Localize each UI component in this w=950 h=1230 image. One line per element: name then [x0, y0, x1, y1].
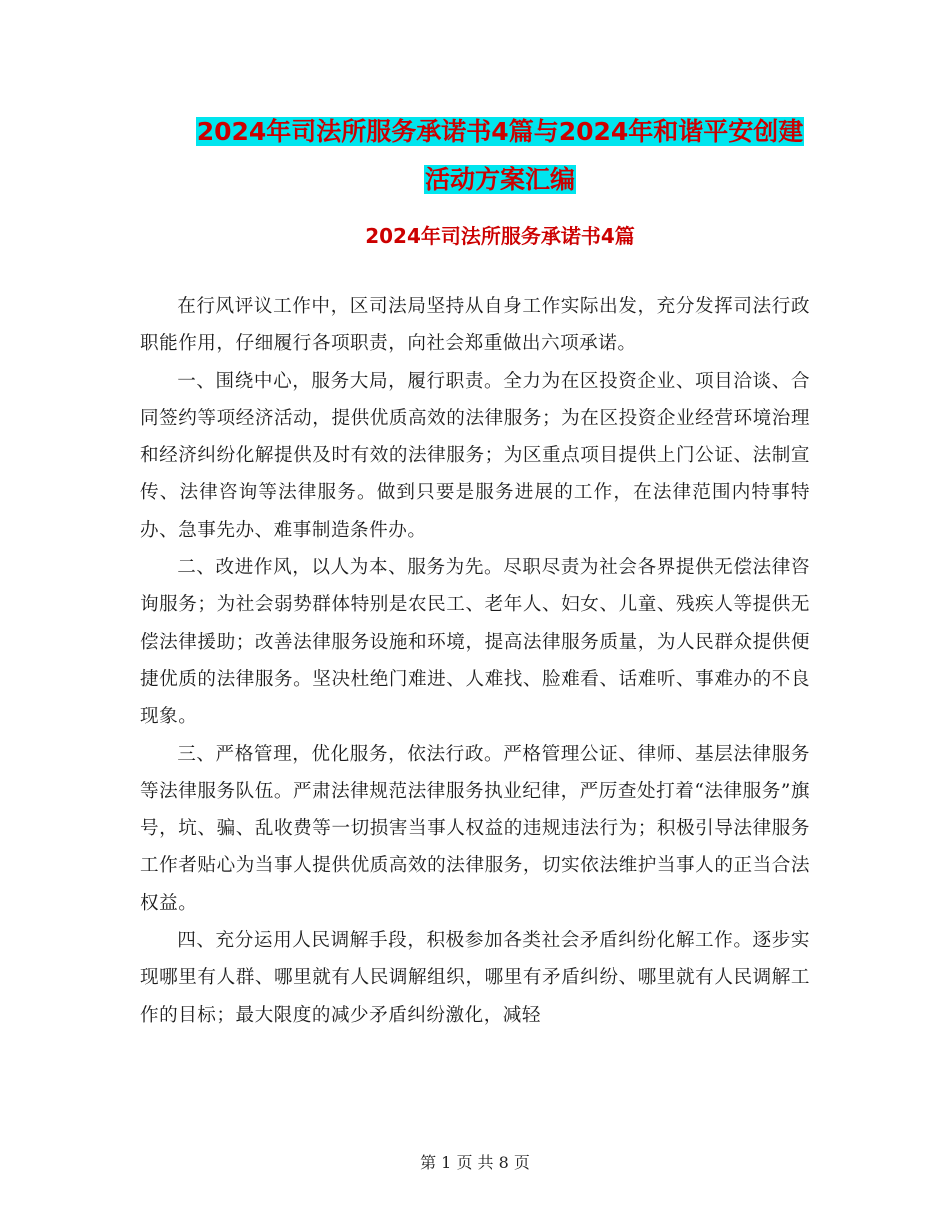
- document-title: [140, 108, 860, 204]
- paragraph-commitment-4: 四、充分运用人民调解手段，积极参加各类社会矛盾纠纷化解工作。逐步实现哪里有人群、哪里就有人民调解组织，哪里有矛盾纠纷、哪里就有人民调解工作的目标；最大限度的减少矛盾纠纷激化，减轻: [140, 930, 810, 1026]
- document-title-line1: 2024年司法所服务承诺书4篇与2024年和谐平安创建: [196, 117, 804, 146]
- paragraph-intro: 在行风评议工作中，区司法局坚持从自身工作实际出发，充分发挥司法行政职能作用，仔细履行各项职责，向社会郑重做出六项承诺。: [140, 296, 810, 355]
- paragraph-commitment-3: 三、严格管理，优化服务，依法行政。严格管理公证、律师、基层法律服务等法律服务队伍。严肃法律规范法律服务执业纪律，严厉查处打着“法律服务”旗号，坑、骗、乱收费等一切损害当事人权益的违规违法行为；积极引导法律服务工作者贴心为当事人提供优质高效的法律服务，切实依法维护当事人的正当合法权益。: [140, 743, 810, 914]
- page-footer: 第 1 页 共 8 页: [420, 1153, 530, 1172]
- document-title-line2: 活动方案汇编: [424, 165, 575, 194]
- paragraph-commitment-1: 一、围绕中心，服务大局，履行职责。全力为在区投资企业、项目洽谈、合同签约等项经济活动，提供优质高效的法律服务；为在区投资企业经营环境治理和经济纠纷化解提供及时有效的法律服务；为区重点项目提供上门公证、法制宣传、法律咨询等法律服务。做到只要是服务进展的工作，在法律范围内特事特办、急事先办、难事制造条件办。: [140, 370, 810, 541]
- paragraph-commitment-2: 二、改进作风，以人为本、服务为先。尽职尽责为社会各界提供无偿法律咨询服务；为社会弱势群体特别是农民工、老年人、妇女、儿童、残疾人等提供无偿法律援助；改善法律服务设施和环境，提高法律服务质量，为人民群众提供便捷优质的法律服务。坚决杜绝门难进、人难找、脸难看、话难听、事难办的不良现象。: [140, 557, 810, 728]
- section-title: 2024年司法所服务承诺书4篇: [365, 224, 635, 248]
- document-body: [140, 288, 810, 1034]
